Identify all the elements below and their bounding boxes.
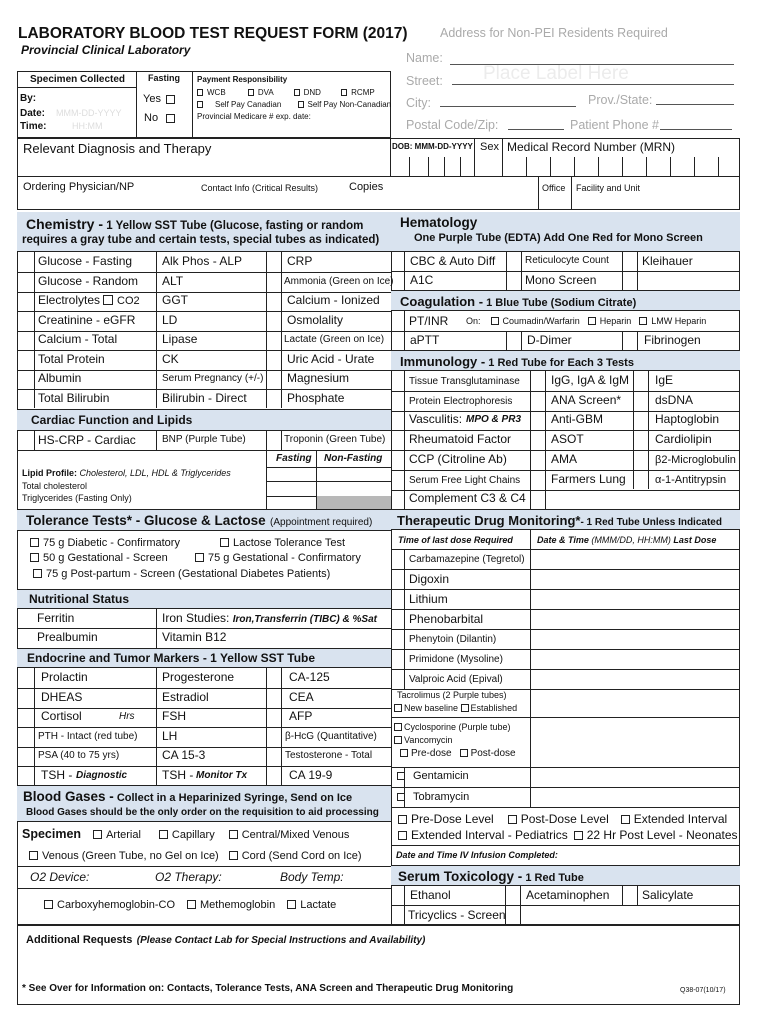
test-alk-phos-alp[interactable]: Alk Phos - ALP [162,254,243,268]
test-ca-19-9[interactable]: CA 19-9 [289,768,333,782]
sex-label: Sex [480,141,499,153]
form-subtitle: Provincial Clinical Laboratory [21,43,191,57]
phone-label: Patient Phone # [570,118,659,132]
test-electrolytes[interactable]: Electrolytes [38,293,101,307]
immunology-title: Immunology - [400,354,486,369]
test-kleihauer[interactable]: Kleihauer [642,254,693,268]
chemistry-title: Chemistry - [26,216,104,232]
test-troponin[interactable]: Troponin (Green Tube) [284,434,386,445]
test-haptoglobin[interactable]: Haptoglobin [655,412,720,426]
place-label-watermark: Place Label Here [483,63,629,84]
body-temp-label: Body Temp: [280,870,344,884]
co2-label: CO2 [117,295,140,307]
triglycerides-label: Triglycerides (Fasting Only) [22,493,132,503]
form-code: Q38-07(10/17) [680,987,726,994]
self-pay-canadian-checkbox[interactable] [197,101,203,108]
total-cholesterol-label: Total cholesterol [22,481,88,491]
toxicology-title: Serum Toxicology - [398,869,523,884]
medicare-label: Provincial Medicare # exp. date: [197,112,311,121]
name-label: Name: [406,51,443,65]
test-tsh-5[interactable]: TSH - [162,768,194,782]
test-progesterone-0[interactable]: Progesterone [162,670,235,684]
payment-row-1: WCB DVA DND RCMP [197,89,375,97]
test-vitamin-b12[interactable]: Vitamin B12 [162,630,227,644]
test-d-dimer[interactable]: D-Dimer [527,333,572,347]
vancomycin-checkbox[interactable] [394,736,402,744]
test-ethanol[interactable]: Ethanol [410,888,451,902]
lmw-heparin-checkbox[interactable] [639,317,647,325]
test-uric-acid-urate[interactable]: Uric Acid - Urate [287,352,375,366]
specimen-label: Specimen [22,827,82,841]
test-asot[interactable]: ASOT [551,432,584,446]
test-ld[interactable]: LD [162,313,178,327]
drug-digoxin[interactable]: Digoxin [409,572,450,586]
mpo-pr3-label: MPO & PR3 [466,414,522,425]
cord-checkbox[interactable] [229,851,238,860]
central-venous-checkbox[interactable] [229,830,238,839]
capillary-checkbox[interactable] [159,830,168,839]
tolerance-title: Tolerance Tests* - Glucose & Lactose [26,513,266,528]
hematology-desc: One Purple Tube (EDTA) Add One Red for Mono Screen [414,232,703,244]
test-glucose-fasting[interactable]: Glucose - Fasting [38,254,133,268]
drug-primidone-mysoline[interactable]: Primidone (Mysoline) [409,654,503,665]
test-ccp-citroline-ab[interactable]: CCP (Citroline Ab) [409,452,507,466]
test-glucose-random[interactable]: Glucose - Random [38,274,139,288]
methemoglobin-checkbox[interactable] [187,900,196,909]
pre-dose-level-checkbox[interactable] [398,815,407,824]
test-complement-c3-c4[interactable]: Complement C3 & C4 [409,491,526,505]
new-baseline-checkbox[interactable] [394,704,402,712]
chemistry-desc: requires a gray tube and certain tests, special tubes as indicated) [22,234,380,246]
test-ck[interactable]: CK [162,352,179,366]
test-lh-3[interactable]: LH [162,729,178,743]
post-dose-level-checkbox[interactable] [508,815,517,824]
test-iron-studies[interactable]: Iron Studies: [162,611,230,625]
address-note: Address for Non-PEI Residents Required [440,26,668,40]
tsh-monitor-label: Monitor Tx [196,770,248,781]
test-calcium-total[interactable]: Calcium - Total [38,332,118,346]
test-ammonia-green-on-ice[interactable]: Ammonia (Green on Ice) [284,276,394,287]
test-2-microglobulin[interactable]: β2-Microglobulin [655,454,736,466]
blood-gases-note: Blood Gases should be the only order on the requisition to aid processing [26,807,379,818]
tdm-title: Therapeutic Drug Monitoring* [397,513,581,528]
test-psa-40-to-75-yrs[interactable]: PSA (40 to 75 yrs) [38,750,120,761]
extended-interval-pediatrics-checkbox[interactable] [398,831,407,840]
test-albumin[interactable]: Albumin [38,371,82,385]
iv-infusion-label: Date and Time IV Infusion Completed: [396,850,558,860]
test-prealbumin[interactable]: Prealbumin [37,630,98,644]
test-prolactin[interactable]: Prolactin [41,670,88,684]
drug-lithium[interactable]: Lithium [409,592,448,606]
test-reticulocyte[interactable]: Reticulocyte Count [525,255,609,266]
blood-gases-title: Blood Gases - [23,789,114,804]
tsh-diagnostic-label: Diagnostic [76,770,128,781]
test-pt-inr[interactable]: PT/INR [409,314,449,328]
see-over-note: * See Over for Information on: Contacts, Tolerance Tests, ANA Screen and Therapeutic Drug Monitoring [22,983,514,994]
test-salicylate[interactable]: Salicylate [642,888,694,902]
collected-by-label: By: [20,93,37,104]
test-aptt[interactable]: aPTT [410,333,440,347]
collected-time-label: Time: [20,121,47,132]
dob-label: DOB: MMM-DD-YYYY [392,142,473,151]
co2-checkbox[interactable] [103,295,113,305]
gentamicin-checkbox[interactable] [397,772,405,780]
test-tricyclics[interactable]: Tricyclics - Screen [408,908,506,922]
fasting-col-label: Fasting [276,453,312,464]
dnd-checkbox[interactable] [294,89,300,96]
diagnosis-label: Relevant Diagnosis and Therapy [23,141,212,156]
copies-label: Copies [349,181,384,193]
date-time-label: Date & Time [537,535,589,545]
tacrolimus-label[interactable]: Tacrolimus (2 Purple tubes) [397,690,507,700]
test-serum-free-light-chains[interactable]: Serum Free Light Chains [409,475,521,486]
test-farmers-lung[interactable]: Farmers Lung [551,472,626,486]
city-label: City: [406,96,431,110]
test-creatinine-egfr[interactable]: Creatinine - eGFR [38,313,136,327]
gestational-screen-checkbox[interactable] [30,553,39,562]
test-tissue-transglutaminase[interactable]: Tissue Transglutaminase [409,376,520,387]
physician-label: Ordering Physician/NP [23,181,135,193]
specimen-collected-label: Specimen Collected [30,74,126,85]
test-a1c[interactable]: A1C [410,273,434,287]
o2-therapy-label: O2 Therapy: [155,870,222,884]
fasting-label: Fasting [148,73,181,83]
test-fibrinogen[interactable]: Fibrinogen [644,333,701,347]
facility-label: Facility and Unit [576,183,641,193]
test-osmolality[interactable]: Osmolality [287,313,344,327]
test-lactate-green-on-ice[interactable]: Lactate (Green on Ice) [284,334,385,345]
fasting-yes-checkbox[interactable] [166,95,175,104]
mrn-label: Medical Record Number (MRN) [507,140,676,154]
test-ige[interactable]: IgE [655,373,674,387]
test-fsh-2[interactable]: FSH [162,709,186,723]
extended-interval-checkbox[interactable] [621,815,630,824]
established-checkbox[interactable] [461,704,469,712]
test-ama[interactable]: AMA [551,452,578,466]
test-acetaminophen[interactable]: Acetaminophen [526,888,610,902]
coumadin-checkbox[interactable] [491,317,499,325]
test-hcg-quantitative[interactable]: β-HcG (Quantitative) [285,731,377,742]
payment-row-2: Self Pay Canadian Self Pay Non-Canadian [197,101,391,109]
fasting-no-checkbox[interactable] [166,114,175,123]
diabetic-confirmatory-checkbox[interactable] [30,538,39,547]
test-alt[interactable]: ALT [162,274,184,288]
nutrition-title: Nutritional Status [29,592,130,606]
test-cortisol[interactable]: Cortisol [41,709,82,723]
drug-carbamazepine-tegretol[interactable]: Carbamazepine (Tegretol) [409,554,525,565]
test-afp[interactable]: AFP [289,709,313,723]
heparin-checkbox[interactable] [588,317,596,325]
test-mono-screen[interactable]: Mono Screen [525,273,597,287]
rcmp-checkbox[interactable] [341,89,347,96]
test-protein-electrophoresis[interactable]: Protein Electrophoresis [409,396,513,407]
lipid-profile-label: Lipid Profile: [22,468,77,478]
test-cea[interactable]: CEA [289,690,314,704]
test-serum-pregnancy[interactable]: Serum Pregnancy (+/-) [162,373,264,384]
test-rheumatoid-factor[interactable]: Rheumatoid Factor [409,432,512,446]
o2-device-label: O2 Device: [30,870,90,884]
test-anti-gbm[interactable]: Anti-GBM [551,412,604,426]
office-label: Office [542,183,566,193]
dva-checkbox[interactable] [248,89,254,96]
test-cardiolipin[interactable]: Cardiolipin [655,432,712,446]
test-hs-crp[interactable]: HS-CRP - Cardiac [38,433,136,447]
test-cbc[interactable]: CBC & Auto Diff [410,254,496,268]
test-total-bilirubin[interactable]: Total Bilirubin [38,391,110,405]
time-last-dose-label: Time of last dose Required [398,535,513,545]
payment-responsibility-label: Payment Responsibility [197,75,288,84]
cardiac-title: Cardiac Function and Lipids [31,413,193,427]
test-ca-125[interactable]: CA-125 [289,670,330,684]
gestational-confirmatory-checkbox[interactable] [195,553,204,562]
test-calcium-ionized[interactable]: Calcium - Ionized [287,293,380,307]
carboxyhemoglobin-checkbox[interactable] [44,900,53,909]
coagulation-title: Coagulation - [400,294,484,309]
test-lipase[interactable]: Lipase [162,332,198,346]
vanco-post-dose-checkbox[interactable] [460,749,468,757]
cyclosporine-checkbox[interactable] [394,723,402,731]
lactate-checkbox[interactable] [287,900,296,909]
test-igg-iga-igm[interactable]: IgG, IgA & IgM [551,373,630,387]
fasting-no-label: No [144,112,159,124]
test-phosphate[interactable]: Phosphate [287,391,345,405]
test-total-protein[interactable]: Total Protein [38,352,105,366]
test-ferritin[interactable]: Ferritin [37,611,75,625]
time-format-hint: HH:MM [72,121,103,131]
test-magnesium[interactable]: Magnesium [287,371,350,385]
hrs-label: Hrs [119,711,135,722]
endocrine-title: Endocrine and Tumor Markers - 1 Yellow SST Tube [27,651,316,665]
wcb-checkbox[interactable] [197,89,203,96]
test-pth-intact-red-tube[interactable]: PTH - Intact (red tube) [38,731,138,742]
venous-checkbox[interactable] [29,851,38,860]
date-format-hint: MMM-DD-YYYY [56,108,122,118]
test-ana-screen[interactable]: ANA Screen* [551,393,622,407]
test-dsdna[interactable]: dsDNA [655,393,694,407]
post-partum-screen-checkbox[interactable] [33,569,42,578]
drug-valproic-acid-epival[interactable]: Valproic Acid (Epival) [409,674,503,685]
test-estradiol-1[interactable]: Estradiol [162,690,209,704]
postal-label: Postal Code/Zip: [406,118,499,132]
test-1-antitrypsin[interactable]: α-1-Antitrypsin [655,474,727,486]
collected-date-label: Date: [20,108,46,119]
additional-requests-label: Additional Requests [26,934,133,946]
hematology-title: Hematology [400,215,478,230]
contact-label: Contact Info (Critical Results) [201,183,319,193]
test-ca-15-3-4[interactable]: CA 15-3 [162,748,206,762]
lactose-tolerance-checkbox[interactable] [220,538,229,547]
street-label: Street: [406,74,443,88]
test-ggt[interactable]: GGT [162,293,188,307]
self-pay-non-canadian-checkbox[interactable] [298,101,304,108]
test-bnp[interactable]: BNP (Purple Tube) [162,434,246,445]
form-title: LABORATORY BLOOD TEST REQUEST FORM (2017) [18,25,408,42]
test-vasculitis[interactable]: Vasculitis: [409,412,463,426]
non-fasting-col-label: Non-Fasting [324,453,383,464]
test-tsh[interactable]: TSH - [41,768,73,782]
neonates-checkbox[interactable] [574,831,583,840]
drug-phenytoin-dilantin[interactable]: Phenytoin (Dilantin) [409,634,497,645]
arterial-checkbox[interactable] [93,830,102,839]
test-crp[interactable]: CRP [287,254,313,268]
fasting-yes-label: Yes [143,93,161,105]
test-dheas[interactable]: DHEAS [41,690,83,704]
tobramycin-checkbox[interactable] [397,793,405,801]
drug-phenobarbital[interactable]: Phenobarbital [409,612,484,626]
test-testosterone-total[interactable]: Testosterone - Total [285,750,373,761]
vanco-pre-dose-checkbox[interactable] [400,749,408,757]
prov-label: Prov./State: [588,93,653,107]
non-fasting-trig-greyed [317,496,391,509]
test-bilirubin-direct[interactable]: Bilirubin - Direct [162,391,247,405]
